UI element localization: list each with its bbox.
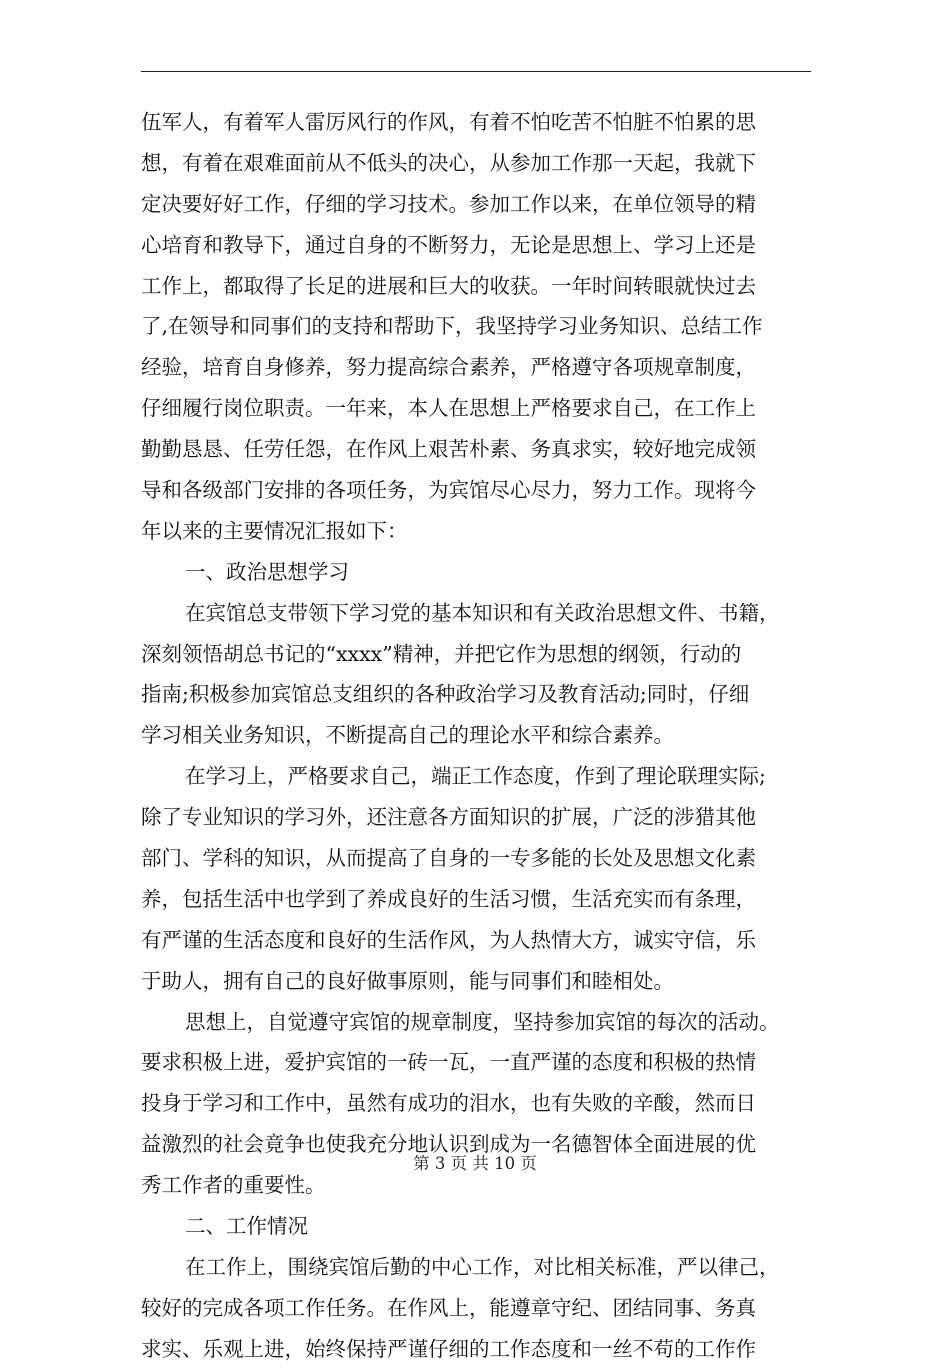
page-footer	[0, 1152, 950, 1176]
text-line: 一、政治思想学习	[185, 559, 349, 584]
text-line: 工作上，都取得了长足的进展和巨大的收获。一年时间转眼就快过去	[141, 273, 756, 298]
text-line: 勤勤恳恳、任劳任怨，在作风上艰苦朴素、务真求实，较好地完成领	[141, 437, 756, 462]
text-line: 养，包括生活中也学到了养成良好的生活习惯，生活充实而有条理，	[141, 886, 756, 911]
text-line: 思想上，自觉遵守宾馆的规章制度，坚持参加宾馆的每次的活动。	[185, 1009, 780, 1034]
text-line: 在宾馆总支带领下学习党的基本知识和有关政治思想文件、书籍，	[185, 600, 780, 625]
text-line: 经验，培育自身修养，努力提高综合素养，严格遵守各项规章制度，	[141, 355, 756, 380]
text-line: 求实、乐观上进，始终保持严谨仔细的工作态度和一丝不苟的工作作	[141, 1336, 756, 1361]
text-line: 益激烈的社会竟争也使我充分地认识到成为一名德智体全面进展的优	[141, 1132, 756, 1157]
text-line: 学习相关业务知识，不断提高自己的理论水平和综合素养。	[141, 723, 674, 748]
text-line: 除了专业知识的学习外，还注意各方面知识的扩展，广泛的涉猎其他	[141, 805, 756, 830]
text-line: 二、工作情况	[185, 1214, 308, 1239]
text-line: 仔细履行岗位职责。一年来，本人在思想上严格要求自己，在工作上	[141, 396, 756, 421]
text-line: 投身于学习和工作中，虽然有成功的泪水，也有失败的辛酸，然而日	[141, 1091, 756, 1116]
text-line: 较好的完成各项工作任务。在作风上，能遵章守纪、团结同事、务真	[141, 1295, 756, 1320]
header-rule	[141, 71, 811, 72]
text-line: 心培育和教导下，通过自身的不断努力，无论是思想上、学习上还是	[141, 232, 756, 257]
text-line: 想，有着在艰难面前从不低头的决心，从参加工作那一天起，我就下	[141, 150, 756, 175]
text-line: 要求积极上进，爱护宾馆的一砖一瓦，一直严谨的态度和积极的热情	[141, 1050, 756, 1075]
text-line: 秀工作者的重要性。	[141, 1173, 326, 1198]
text-line: 了,在领导和同事们的支持和帮助下，我坚持学习业务知识、总结工作	[141, 314, 763, 339]
page-number: 第 3 页 共 10 页	[413, 1154, 537, 1173]
text-line: 在学习上，严格要求自己，端正工作态度，作到了理论联理实际;	[185, 764, 766, 789]
text-line: 于助人，拥有自己的良好做事原则，能与同事们和睦相处。	[141, 968, 674, 993]
text-line: 在工作上，围绕宾馆后勤的中心工作，对比相关标准，严以律己，	[185, 1254, 780, 1279]
text-line: 有严谨的生活态度和良好的生活作风，为人热情大方，诚实守信，乐	[141, 927, 756, 952]
text-line: 指南;积极参加宾馆总支组织的各种政治学习及教育活动;同时，仔细	[141, 682, 750, 707]
text-line: 导和各级部门安排的各项任务，为宾馆尽心尽力，努力工作。现将今	[141, 478, 756, 503]
text-line: 深刻领悟胡总书记的“xxxx”精神，并把它作为思想的纲领，行动的	[141, 641, 742, 666]
text-line: 伍军人，有着军人雷厉风行的作风，有着不怕吃苦不怕脏不怕累的思	[141, 110, 756, 134]
document-body	[141, 102, 811, 1370]
text-line: 定决要好好工作，仔细的学习技术。参加工作以来，在单位领导的精	[141, 191, 756, 216]
text-line: 部门、学科的知识，从而提高了自身的一专多能的长处及思想文化素	[141, 846, 756, 871]
text-line: 年以来的主要情况汇报如下：	[141, 518, 408, 543]
